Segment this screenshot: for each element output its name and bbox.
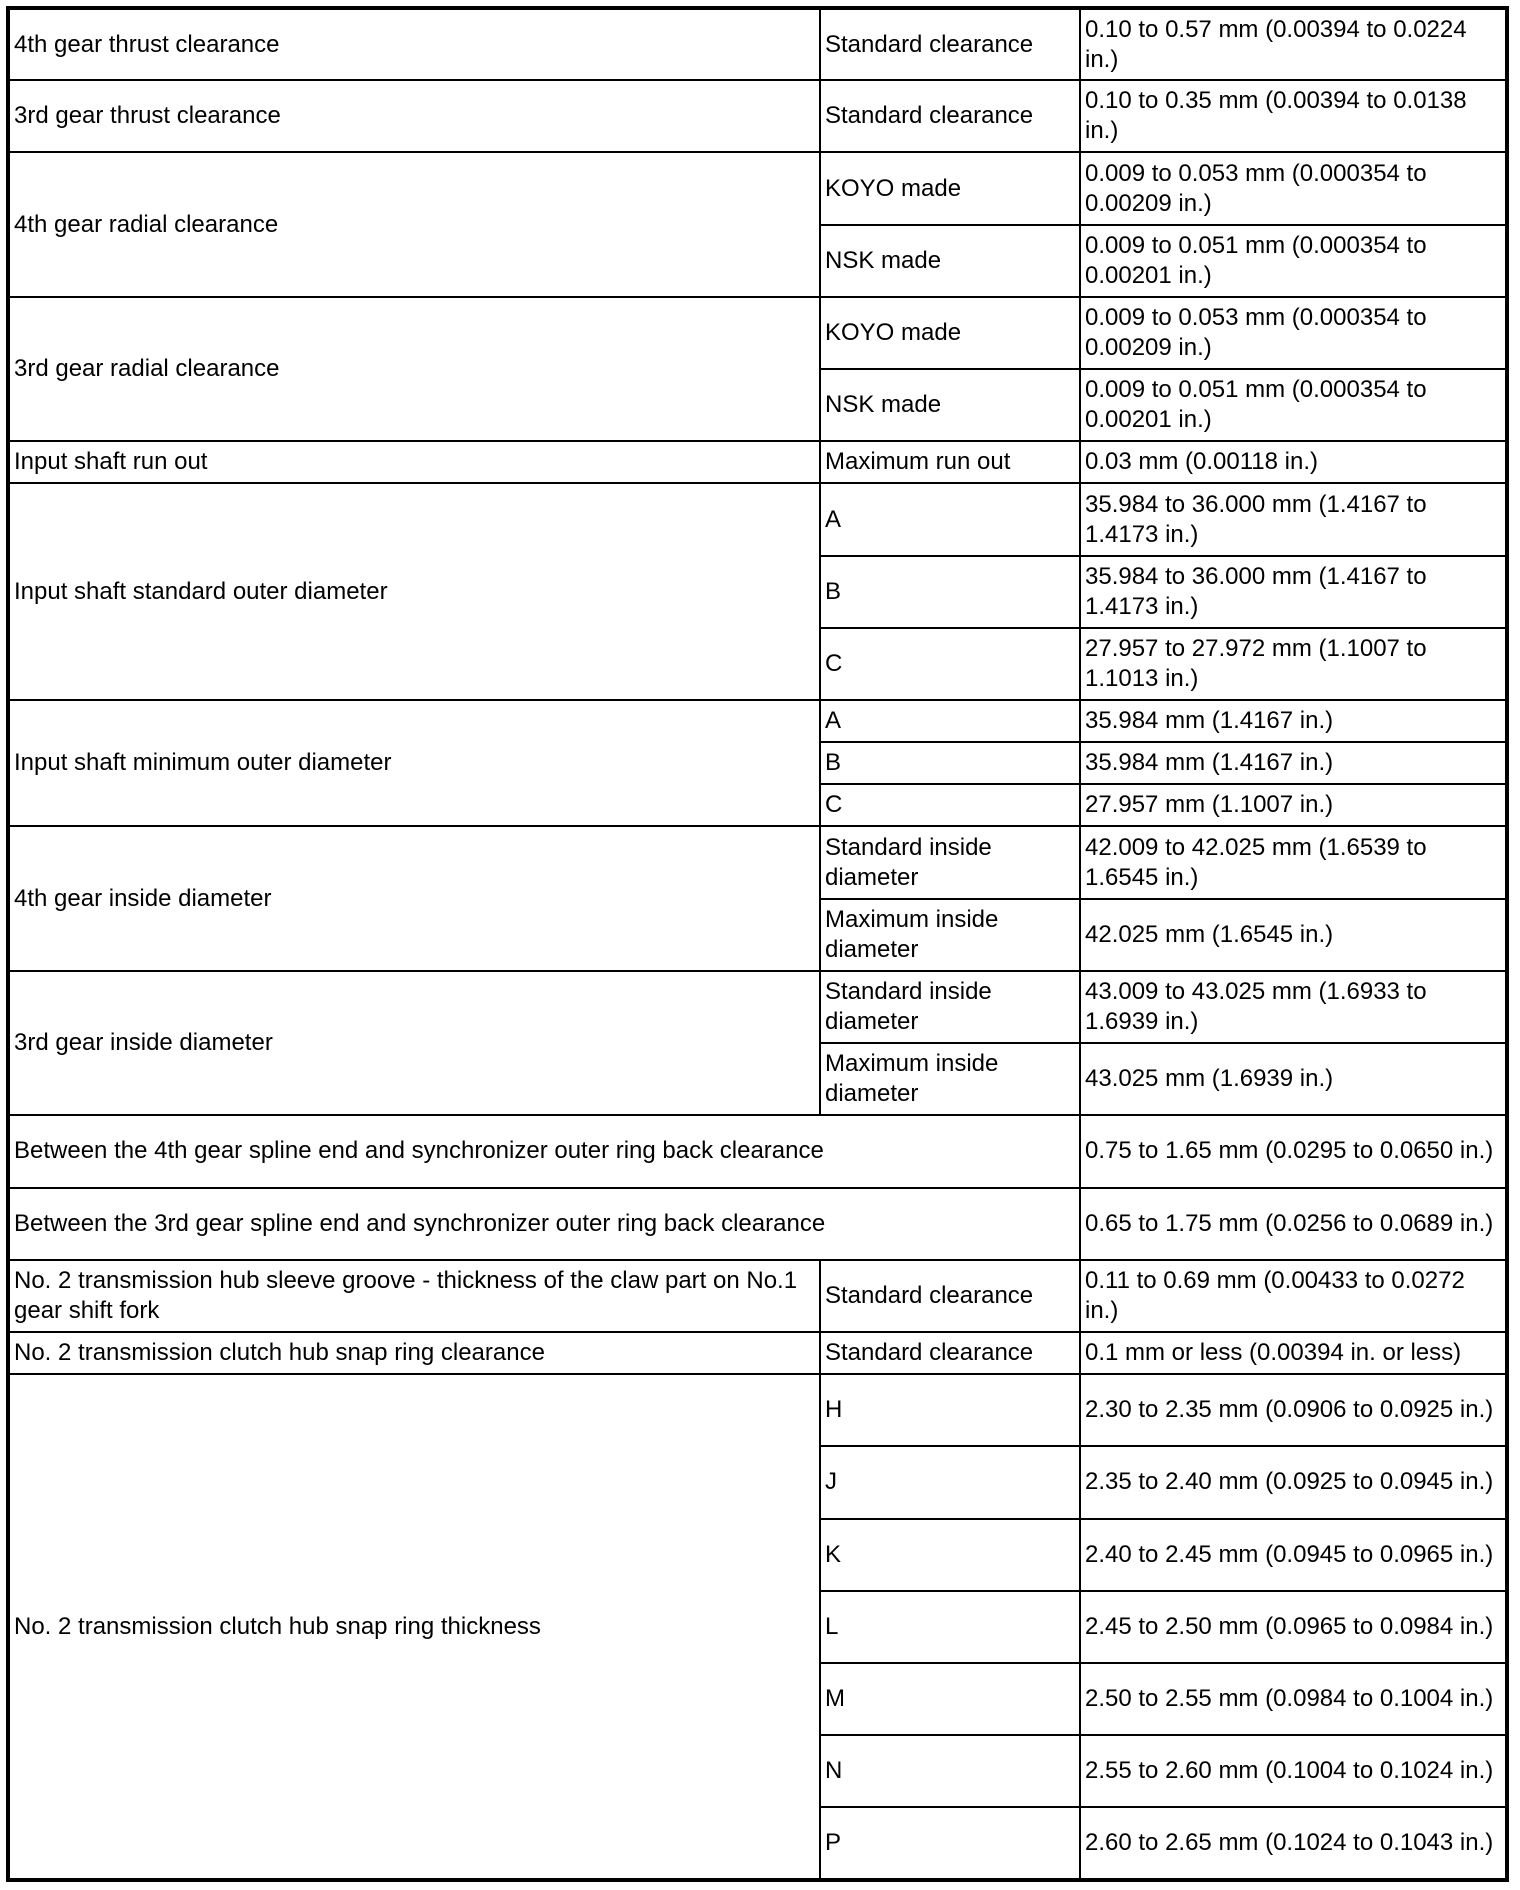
condition-cell: H (820, 1374, 1080, 1446)
value-cell: 42.009 to 42.025 mm (1.6539 to 1.6545 in.) (1080, 826, 1507, 898)
item-cell: 4th gear radial clearance (8, 152, 820, 296)
condition-cell: P (820, 1807, 1080, 1880)
condition-cell: Standard inside diameter (820, 971, 1080, 1043)
value-cell: 35.984 to 36.000 mm (1.4167 to 1.4173 in.) (1080, 483, 1507, 555)
item-cell: No. 2 transmission clutch hub snap ring thickness (8, 1374, 820, 1880)
value-cell: 2.30 to 2.35 mm (0.0906 to 0.0925 in.) (1080, 1374, 1507, 1446)
table-row (8, 1260, 1507, 1332)
condition-cell: Standard clearance (820, 80, 1080, 152)
item-cell: No. 2 transmission clutch hub snap ring clearance (8, 1332, 820, 1374)
value-cell: 35.984 mm (1.4167 in.) (1080, 742, 1507, 784)
table-row (8, 971, 1507, 1043)
specification-table (6, 6, 1509, 1882)
condition-cell: Maximum run out (820, 441, 1080, 483)
condition-cell: B (820, 742, 1080, 784)
condition-cell: B (820, 556, 1080, 628)
value-cell: 0.009 to 0.051 mm (0.000354 to 0.00201 in.) (1080, 225, 1507, 297)
table-row (8, 1374, 1507, 1446)
condition-cell: Standard clearance (820, 1332, 1080, 1374)
value-cell: 2.35 to 2.40 mm (0.0925 to 0.0945 in.) (1080, 1446, 1507, 1518)
table-row (8, 152, 1507, 224)
condition-cell: J (820, 1446, 1080, 1518)
condition-cell: NSK made (820, 225, 1080, 297)
condition-cell: Maximum inside diameter (820, 1043, 1080, 1115)
value-cell: 2.45 to 2.50 mm (0.0965 to 0.0984 in.) (1080, 1591, 1507, 1663)
condition-cell: K (820, 1519, 1080, 1591)
item-cell: 3rd gear inside diameter (8, 971, 820, 1115)
value-cell: 0.009 to 0.053 mm (0.000354 to 0.00209 in.) (1080, 297, 1507, 369)
value-cell: 27.957 to 27.972 mm (1.1007 to 1.1013 in.) (1080, 628, 1507, 700)
item-cell: 3rd gear radial clearance (8, 297, 820, 441)
table-row (8, 826, 1507, 898)
value-cell: 2.60 to 2.65 mm (0.1024 to 0.1043 in.) (1080, 1807, 1507, 1880)
value-cell: 2.55 to 2.60 mm (0.1004 to 0.1024 in.) (1080, 1735, 1507, 1807)
condition-cell: NSK made (820, 369, 1080, 441)
table-row (8, 8, 1507, 80)
item-cell: Input shaft standard outer diameter (8, 483, 820, 700)
value-cell: 0.10 to 0.35 mm (0.00394 to 0.0138 in.) (1080, 80, 1507, 152)
item-cell: No. 2 transmission hub sleeve groove - thickness of the claw part on No.1 gear shift fork (8, 1260, 820, 1332)
condition-cell: KOYO made (820, 297, 1080, 369)
value-cell: 0.1 mm or less (0.00394 in. or less) (1080, 1332, 1507, 1374)
condition-cell: N (820, 1735, 1080, 1807)
table-row (8, 1188, 1507, 1260)
item-cell: 4th gear thrust clearance (8, 8, 820, 80)
value-cell: 35.984 to 36.000 mm (1.4167 to 1.4173 in.) (1080, 556, 1507, 628)
table-row (8, 700, 1507, 742)
table-row (8, 297, 1507, 369)
value-cell: 35.984 mm (1.4167 in.) (1080, 700, 1507, 742)
value-cell: 0.10 to 0.57 mm (0.00394 to 0.0224 in.) (1080, 8, 1507, 80)
item-cell: 3rd gear thrust clearance (8, 80, 820, 152)
item-cell: Between the 4th gear spline end and synchronizer outer ring back clearance (8, 1115, 1080, 1187)
item-cell: Input shaft minimum outer diameter (8, 700, 820, 826)
value-cell: 0.11 to 0.69 mm (0.00433 to 0.0272 in.) (1080, 1260, 1507, 1332)
value-cell: 42.025 mm (1.6545 in.) (1080, 899, 1507, 971)
item-cell: Input shaft run out (8, 441, 820, 483)
value-cell: 0.75 to 1.65 mm (0.0295 to 0.0650 in.) (1080, 1115, 1507, 1187)
value-cell: 27.957 mm (1.1007 in.) (1080, 784, 1507, 826)
condition-cell: C (820, 628, 1080, 700)
condition-cell: A (820, 700, 1080, 742)
table-row (8, 1332, 1507, 1374)
condition-cell: KOYO made (820, 152, 1080, 224)
value-cell: 2.50 to 2.55 mm (0.0984 to 0.1004 in.) (1080, 1663, 1507, 1735)
condition-cell: Standard clearance (820, 8, 1080, 80)
value-cell: 43.025 mm (1.6939 in.) (1080, 1043, 1507, 1115)
table-row (8, 441, 1507, 483)
table-row (8, 1115, 1507, 1187)
value-cell: 0.009 to 0.051 mm (0.000354 to 0.00201 in.) (1080, 369, 1507, 441)
value-cell: 43.009 to 43.025 mm (1.6933 to 1.6939 in.) (1080, 971, 1507, 1043)
condition-cell: L (820, 1591, 1080, 1663)
table-row (8, 80, 1507, 152)
condition-cell: Standard inside diameter (820, 826, 1080, 898)
item-cell: Between the 3rd gear spline end and synchronizer outer ring back clearance (8, 1188, 1080, 1260)
item-cell: 4th gear inside diameter (8, 826, 820, 970)
condition-cell: Standard clearance (820, 1260, 1080, 1332)
condition-cell: M (820, 1663, 1080, 1735)
condition-cell: Maximum inside diameter (820, 899, 1080, 971)
value-cell: 0.03 mm (0.00118 in.) (1080, 441, 1507, 483)
value-cell: 0.009 to 0.053 mm (0.000354 to 0.00209 in.) (1080, 152, 1507, 224)
value-cell: 0.65 to 1.75 mm (0.0256 to 0.0689 in.) (1080, 1188, 1507, 1260)
value-cell: 2.40 to 2.45 mm (0.0945 to 0.0965 in.) (1080, 1519, 1507, 1591)
table-row (8, 483, 1507, 555)
condition-cell: A (820, 483, 1080, 555)
condition-cell: C (820, 784, 1080, 826)
